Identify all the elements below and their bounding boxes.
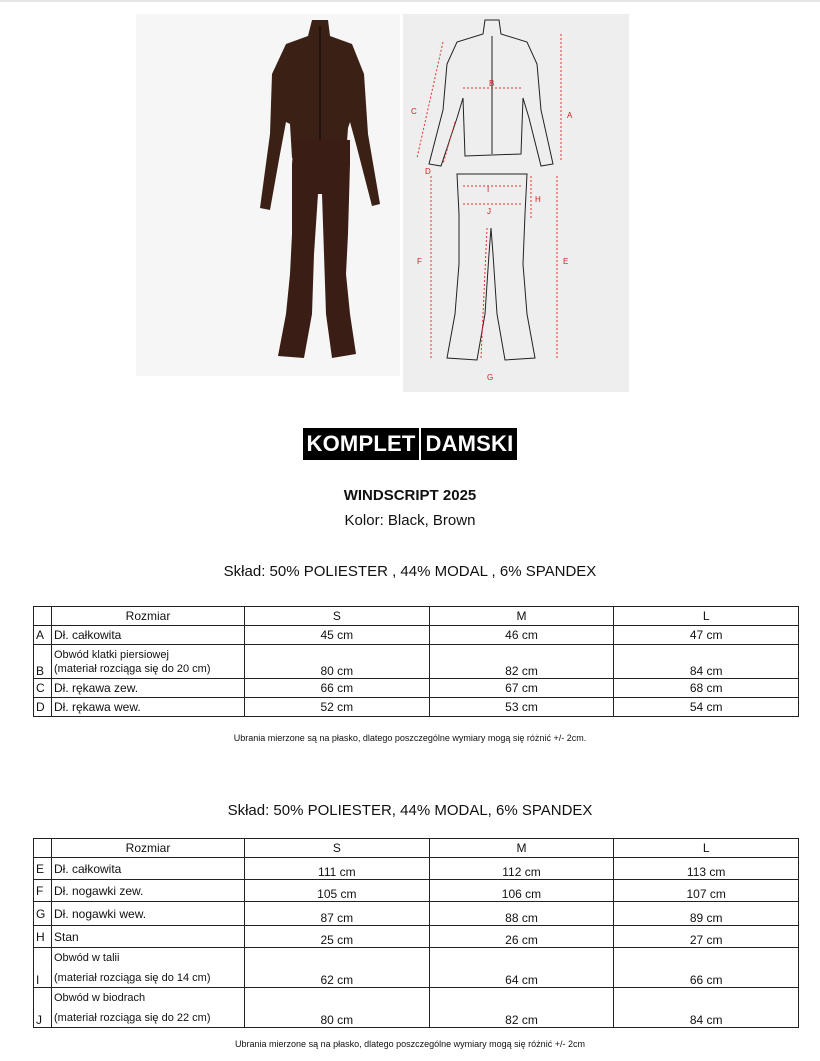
table-row [34, 858, 799, 880]
table-row [34, 926, 799, 948]
row-value-s: 25 cm [245, 926, 430, 948]
table-row [34, 626, 799, 645]
title-word-2: DAMSKI [421, 428, 517, 460]
row-name-line2: (materiał rozciąga się do 22 cm) [54, 1011, 211, 1024]
row-name [52, 988, 245, 1028]
outfit-image [136, 14, 400, 376]
row-value-s: 105 cm [245, 880, 430, 902]
table-row [34, 902, 799, 926]
table-header-row [34, 839, 799, 858]
table-header-l: L [614, 607, 799, 626]
diagram-label-h: H [535, 195, 541, 204]
row-name-line2: (materiał rozciąga się do 20 cm) [54, 662, 211, 675]
row-code: I [34, 948, 52, 988]
model-name: WINDSCRIPT 2025 [343, 487, 477, 504]
row-value-m: 26 cm [429, 926, 614, 948]
composition-bottom: Skład: 50% POLIESTER, 44% MODAL, 6% SPANDEX [227, 802, 593, 819]
row-value-m: 112 cm [429, 858, 614, 880]
row-value-m: 64 cm [429, 948, 614, 988]
row-value-s: 80 cm [245, 988, 430, 1028]
diagram-label-e: E [563, 257, 569, 266]
row-value-m: 82 cm [429, 645, 614, 679]
measurement-note-bottom: Ubrania mierzone są na płasko, dlatego poszczególne wymiary mogą się różnić +/- 2cm [235, 1039, 585, 1049]
row-name: Dł. rękawa zew. [52, 679, 245, 698]
table-header-s: S [245, 607, 430, 626]
row-name: Dł. rękawa wew. [52, 698, 245, 717]
size-table-bottom [33, 838, 799, 1028]
row-value-l: 47 cm [614, 626, 799, 645]
diagram-label-f: F [417, 257, 422, 266]
row-value-l: 66 cm [614, 948, 799, 988]
row-name: Dł. całkowita [52, 858, 245, 880]
composition-top: Skład: 50% POLIESTER , 44% MODAL , 6% SPANDEX [223, 563, 597, 580]
row-code: G [34, 902, 52, 926]
title-word-1: KOMPLET [303, 428, 420, 460]
row-value-m: 88 cm [429, 902, 614, 926]
top-divider [0, 0, 820, 2]
table-header-m: M [429, 839, 614, 858]
row-code: E [34, 858, 52, 880]
diagram-label-b: B [489, 79, 495, 88]
measurement-diagram [403, 14, 629, 392]
diagram-label-i: I [487, 185, 490, 194]
table-header-row [34, 607, 799, 626]
table-header-size-label: Rozmiar [52, 607, 245, 626]
row-value-m: 67 cm [429, 679, 614, 698]
row-value-l: 84 cm [614, 645, 799, 679]
row-value-s: 62 cm [245, 948, 430, 988]
row-code: H [34, 926, 52, 948]
table-row [34, 698, 799, 717]
measurement-sketch [403, 14, 629, 392]
row-code: B [34, 645, 52, 679]
row-value-l: 89 cm [614, 902, 799, 926]
row-code: A [34, 626, 52, 645]
diagram-label-d: D [425, 167, 431, 176]
row-value-m: 82 cm [429, 988, 614, 1028]
row-name [52, 645, 245, 679]
row-value-s: 80 cm [245, 645, 430, 679]
size-table-top [33, 606, 799, 717]
row-value-m: 46 cm [429, 626, 614, 645]
row-value-s: 111 cm [245, 858, 430, 880]
row-value-l: 54 cm [614, 698, 799, 717]
row-value-l: 113 cm [614, 858, 799, 880]
row-name: Dł. całkowita [52, 626, 245, 645]
table-header-size-label: Rozmiar [52, 839, 245, 858]
row-value-s: 52 cm [245, 698, 430, 717]
row-code: D [34, 698, 52, 717]
table-row [34, 679, 799, 698]
row-name: Dł. nogawki wew. [52, 902, 245, 926]
row-name: Dł. nogawki zew. [52, 880, 245, 902]
table-header-code [34, 839, 52, 858]
row-name-line2: (materiał rozciąga się do 14 cm) [54, 971, 211, 984]
row-name-line1: Obwód w biodrach [54, 991, 146, 1004]
table-header-code [34, 607, 52, 626]
table-row [34, 880, 799, 902]
diagram-label-a: A [567, 111, 573, 120]
row-value-l: 84 cm [614, 988, 799, 1028]
product-title [0, 428, 820, 460]
table-row [34, 948, 799, 988]
row-value-s: 87 cm [245, 902, 430, 926]
diagram-label-g: G [487, 373, 494, 382]
row-value-l: 68 cm [614, 679, 799, 698]
diagram-label-j: J [487, 207, 491, 216]
table-row [34, 988, 799, 1028]
row-value-s: 45 cm [245, 626, 430, 645]
product-photo [136, 14, 400, 376]
row-name [52, 948, 245, 988]
row-code: F [34, 880, 52, 902]
diagram-label-c: C [411, 107, 417, 116]
table-row [34, 645, 799, 679]
row-value-l: 107 cm [614, 880, 799, 902]
row-code: J [34, 988, 52, 1028]
measurement-note-top: Ubrania mierzone są na płasko, dlatego poszczególne wymiary mogą się różnić +/- 2cm. [233, 733, 587, 743]
row-value-m: 53 cm [429, 698, 614, 717]
color-line: Kolor: Black, Brown [344, 512, 476, 529]
row-name-line1: Obwód w talii [54, 951, 120, 964]
row-value-s: 66 cm [245, 679, 430, 698]
row-code: C [34, 679, 52, 698]
table-header-s: S [245, 839, 430, 858]
row-value-m: 106 cm [429, 880, 614, 902]
row-name: Stan [52, 926, 245, 948]
row-value-l: 27 cm [614, 926, 799, 948]
row-name-line1: Obwód klatki piersiowej [54, 648, 169, 661]
table-header-l: L [614, 839, 799, 858]
table-header-m: M [429, 607, 614, 626]
